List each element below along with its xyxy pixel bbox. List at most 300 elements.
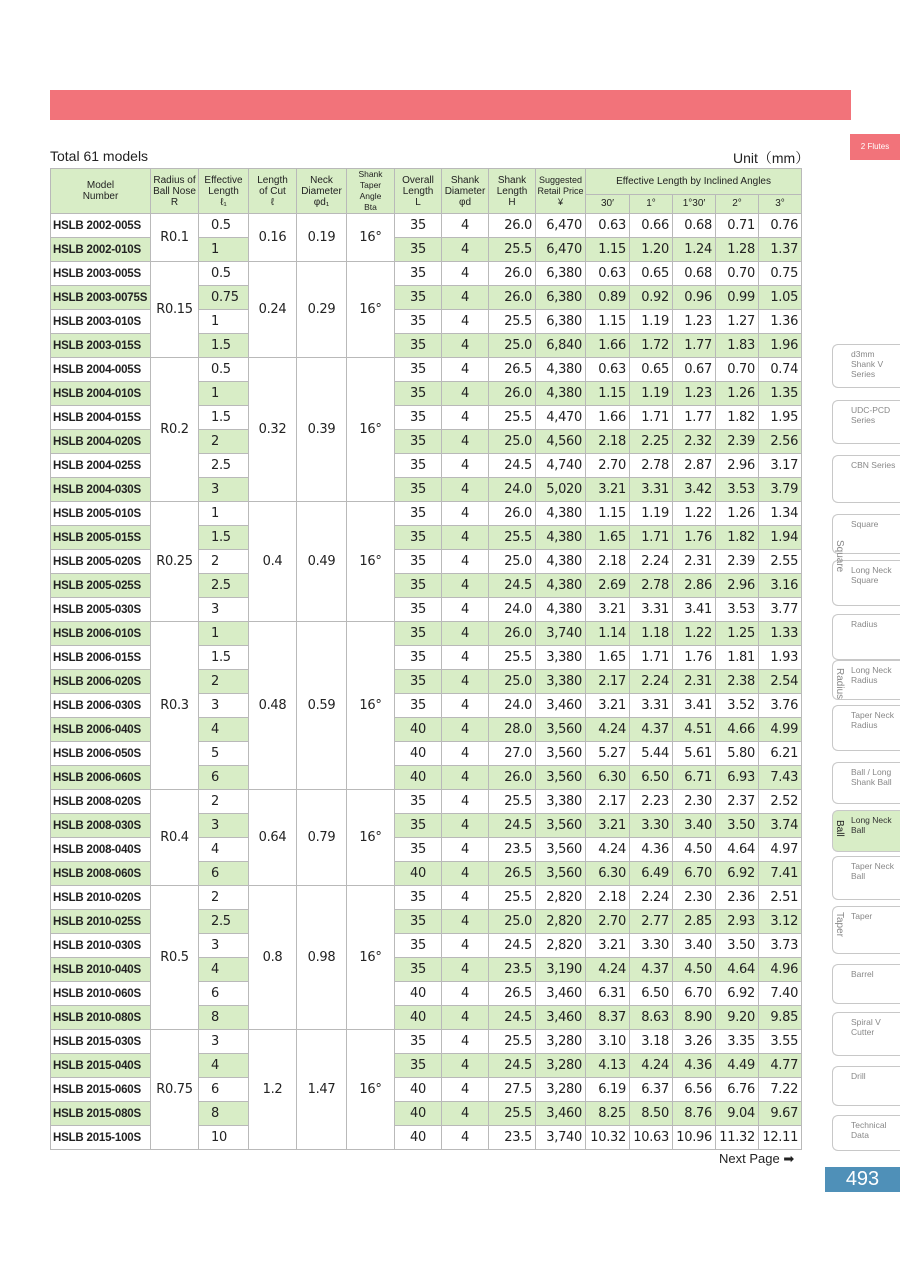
effective-length: 10 (199, 1126, 249, 1150)
sidebar-item[interactable]: Long Neck Radius (832, 660, 900, 700)
effective-length: 6 (199, 766, 249, 790)
sidebar-item[interactable]: Square (832, 514, 900, 554)
sidebar-item[interactable]: Spiral V Cutter (832, 1012, 900, 1056)
inclined-length: 3.76 (759, 694, 802, 718)
effective-length: 4 (199, 958, 249, 982)
inclined-length: 5.27 (586, 742, 630, 766)
shank-diameter: 4 (442, 670, 489, 694)
inclined-length: 1.27 (716, 310, 759, 334)
inclined-length: 8.37 (586, 1006, 630, 1030)
overall-length: 35 (395, 694, 442, 718)
inclined-length: 1.77 (673, 406, 716, 430)
overall-length: 35 (395, 430, 442, 454)
sidebar-item[interactable]: CBN Series (832, 455, 900, 503)
shank-diameter: 4 (442, 934, 489, 958)
inclined-length: 0.96 (673, 286, 716, 310)
inclined-length: 0.74 (759, 358, 802, 382)
inclined-length: 0.75 (759, 262, 802, 286)
inclined-length: 0.70 (716, 262, 759, 286)
table-row (51, 214, 802, 238)
inclined-length: 1.33 (759, 622, 802, 646)
inclined-length: 1.66 (586, 334, 630, 358)
inclined-length: 3.21 (586, 694, 630, 718)
shank-length: 26.0 (489, 382, 536, 406)
overall-length: 35 (395, 598, 442, 622)
neck-diameter-cell: 0.49 (297, 502, 347, 622)
inclined-length: 1.19 (630, 310, 673, 334)
shank-length: 25.5 (489, 406, 536, 430)
inclined-length: 2.85 (673, 910, 716, 934)
model-number: HSLB 2004-015S (51, 406, 151, 430)
overall-length: 40 (395, 1078, 442, 1102)
shank-diameter: 4 (442, 382, 489, 406)
unit-label: Unit（mm） (733, 150, 810, 166)
inclined-length: 1.28 (716, 238, 759, 262)
next-page-link[interactable]: Next Page ➡ (719, 1151, 795, 1166)
price: 3,380 (536, 646, 586, 670)
inclined-length: 2.52 (759, 790, 802, 814)
inclined-length: 1.34 (759, 502, 802, 526)
overall-length: 35 (395, 1054, 442, 1078)
shank-length: 25.5 (489, 310, 536, 334)
inclined-length: 2.78 (630, 574, 673, 598)
flutes-tab[interactable]: 2 Flutes (850, 134, 900, 160)
inclined-length: 11.32 (716, 1126, 759, 1150)
model-number: HSLB 2006-015S (51, 646, 151, 670)
shank-diameter: 4 (442, 526, 489, 550)
overall-length: 40 (395, 1102, 442, 1126)
price: 3,460 (536, 1102, 586, 1126)
sidebar-item[interactable]: Technical Data (832, 1115, 900, 1151)
table-row (51, 358, 802, 382)
shank-diameter: 4 (442, 862, 489, 886)
inclined-length: 6.50 (630, 982, 673, 1006)
shank-length: 25.5 (489, 1102, 536, 1126)
shank-length: 25.5 (489, 886, 536, 910)
inclined-length: 2.18 (586, 430, 630, 454)
shank-diameter: 4 (442, 406, 489, 430)
inclined-length: 1.18 (630, 622, 673, 646)
inclined-length: 3.21 (586, 814, 630, 838)
inclined-length: 3.21 (586, 934, 630, 958)
table-row (51, 502, 802, 526)
shank-length: 25.0 (489, 550, 536, 574)
inclined-length: 1.23 (673, 382, 716, 406)
radius-cell: R0.25 (151, 502, 199, 622)
price: 3,740 (536, 622, 586, 646)
inclined-length: 2.18 (586, 550, 630, 574)
effective-length: 4 (199, 1054, 249, 1078)
overall-length: 35 (395, 814, 442, 838)
overall-length: 40 (395, 1126, 442, 1150)
inclined-length: 1.82 (716, 406, 759, 430)
effective-length: 5 (199, 742, 249, 766)
inclined-length: 1.95 (759, 406, 802, 430)
inclined-length: 2.24 (630, 550, 673, 574)
inclined-length: 1.71 (630, 646, 673, 670)
inclined-length: 2.38 (716, 670, 759, 694)
overall-length: 35 (395, 406, 442, 430)
inclined-length: 6.92 (716, 982, 759, 1006)
inclined-length: 0.68 (673, 262, 716, 286)
shank-length: 28.0 (489, 718, 536, 742)
sidebar-item[interactable]: Barrel (832, 964, 900, 1004)
inclined-length: 2.37 (716, 790, 759, 814)
effective-length: 1.5 (199, 646, 249, 670)
overall-length: 35 (395, 670, 442, 694)
inclined-length: 3.10 (586, 1030, 630, 1054)
shank-length: 25.0 (489, 430, 536, 454)
inclined-length: 4.64 (716, 958, 759, 982)
shank-diameter: 4 (442, 838, 489, 862)
model-number: HSLB 2002-005S (51, 214, 151, 238)
overall-length: 35 (395, 934, 442, 958)
overall-length: 35 (395, 310, 442, 334)
model-number: HSLB 2010-080S (51, 1006, 151, 1030)
effective-length: 3 (199, 1030, 249, 1054)
inclined-length: 1.76 (673, 526, 716, 550)
inclined-length: 8.50 (630, 1102, 673, 1126)
sidebar-item[interactable]: Taper (832, 906, 900, 954)
effective-length: 3 (199, 598, 249, 622)
shank-diameter: 4 (442, 958, 489, 982)
model-number: HSLB 2010-025S (51, 910, 151, 934)
col-angle: 3° (759, 194, 802, 213)
inclined-length: 0.89 (586, 286, 630, 310)
shank-length: 26.0 (489, 286, 536, 310)
inclined-length: 0.76 (759, 214, 802, 238)
inclined-length: 4.64 (716, 838, 759, 862)
sidebar-item[interactable]: d3mm Shank V Series (832, 344, 900, 388)
effective-length: 6 (199, 862, 249, 886)
shank-diameter: 4 (442, 1102, 489, 1126)
inclined-length: 4.24 (586, 958, 630, 982)
shank-length: 25.5 (489, 238, 536, 262)
shank-length: 24.5 (489, 814, 536, 838)
sidebar-item[interactable]: Long Neck Square (832, 560, 900, 606)
effective-length: 1.5 (199, 334, 249, 358)
length-of-cut-cell: 0.48 (249, 622, 297, 790)
col-overall-length: Overall Length L (395, 169, 442, 214)
effective-length: 3 (199, 478, 249, 502)
inclined-length: 5.61 (673, 742, 716, 766)
shank-diameter: 4 (442, 334, 489, 358)
inclined-length: 4.77 (759, 1054, 802, 1078)
inclined-length: 2.25 (630, 430, 673, 454)
inclined-length: 1.65 (586, 646, 630, 670)
price: 6,380 (536, 310, 586, 334)
effective-length: 3 (199, 814, 249, 838)
inclined-length: 2.96 (716, 574, 759, 598)
effective-length: 2 (199, 670, 249, 694)
effective-length: 2.5 (199, 454, 249, 478)
inclined-length: 4.51 (673, 718, 716, 742)
inclined-length: 3.21 (586, 478, 630, 502)
effective-length: 1.5 (199, 526, 249, 550)
inclined-length: 1.94 (759, 526, 802, 550)
effective-length: 8 (199, 1102, 249, 1126)
sidebar-item[interactable]: Taper Neck Radius (832, 705, 900, 751)
effective-length: 1 (199, 502, 249, 526)
inclined-length: 1.26 (716, 382, 759, 406)
price: 3,560 (536, 838, 586, 862)
model-number: HSLB 2006-010S (51, 622, 151, 646)
inclined-length: 1.71 (630, 526, 673, 550)
inclined-length: 3.79 (759, 478, 802, 502)
sidebar-group-label: Taper (834, 912, 845, 938)
inclined-length: 4.66 (716, 718, 759, 742)
inclined-length: 5.80 (716, 742, 759, 766)
radius-cell: R0.4 (151, 790, 199, 886)
inclined-length: 2.70 (586, 910, 630, 934)
model-number: HSLB 2010-030S (51, 934, 151, 958)
inclined-length: 1.15 (586, 382, 630, 406)
model-number: HSLB 2004-020S (51, 430, 151, 454)
inclined-length: 3.35 (716, 1030, 759, 1054)
inclined-length: 9.67 (759, 1102, 802, 1126)
price: 2,820 (536, 886, 586, 910)
inclined-length: 2.70 (586, 454, 630, 478)
inclined-length: 3.50 (716, 934, 759, 958)
shank-diameter: 4 (442, 790, 489, 814)
shank-diameter: 4 (442, 1030, 489, 1054)
overall-length: 35 (395, 790, 442, 814)
shank-diameter: 4 (442, 1126, 489, 1150)
inclined-length: 6.93 (716, 766, 759, 790)
table-row (51, 262, 802, 286)
taper-angle-cell: 16° (347, 622, 395, 790)
shank-length: 24.5 (489, 454, 536, 478)
sidebar-group-label: Radius (834, 668, 845, 700)
inclined-length: 2.51 (759, 886, 802, 910)
inclined-length: 6.19 (586, 1078, 630, 1102)
shank-diameter: 4 (442, 694, 489, 718)
shank-diameter: 4 (442, 598, 489, 622)
inclined-length: 2.78 (630, 454, 673, 478)
inclined-length: 0.70 (716, 358, 759, 382)
shank-diameter: 4 (442, 1078, 489, 1102)
shank-diameter: 4 (442, 742, 489, 766)
inclined-length: 2.30 (673, 886, 716, 910)
neck-diameter-cell: 1.47 (297, 1030, 347, 1150)
inclined-length: 4.36 (673, 1054, 716, 1078)
inclined-length: 2.56 (759, 430, 802, 454)
effective-length: 6 (199, 1078, 249, 1102)
inclined-length: 4.50 (673, 958, 716, 982)
effective-length: 3 (199, 934, 249, 958)
effective-length: 2 (199, 550, 249, 574)
sidebar-item[interactable]: Radius (832, 614, 900, 660)
col-price: Suggested Retail Price ¥ (536, 169, 586, 214)
radius-cell: R0.1 (151, 214, 199, 262)
inclined-length: 1.19 (630, 382, 673, 406)
inclined-length: 4.36 (630, 838, 673, 862)
inclined-length: 3.30 (630, 814, 673, 838)
length-of-cut-cell: 0.24 (249, 262, 297, 358)
table-row (51, 622, 802, 646)
overall-length: 35 (395, 646, 442, 670)
overall-length: 40 (395, 766, 442, 790)
inclined-length: 2.54 (759, 670, 802, 694)
neck-diameter-cell: 0.98 (297, 886, 347, 1030)
inclined-length: 2.39 (716, 550, 759, 574)
inclined-length: 7.22 (759, 1078, 802, 1102)
price: 3,190 (536, 958, 586, 982)
effective-length: 2.5 (199, 910, 249, 934)
table-row (51, 1030, 802, 1054)
inclined-length: 9.85 (759, 1006, 802, 1030)
price: 6,470 (536, 214, 586, 238)
inclined-length: 6.31 (586, 982, 630, 1006)
inclined-length: 3.30 (630, 934, 673, 958)
sidebar-group-label: Square (834, 540, 845, 573)
inclined-length: 4.37 (630, 718, 673, 742)
model-number: HSLB 2015-040S (51, 1054, 151, 1078)
neck-diameter-cell: 0.29 (297, 262, 347, 358)
overall-length: 35 (395, 478, 442, 502)
effective-length: 6 (199, 982, 249, 1006)
shank-diameter: 4 (442, 766, 489, 790)
inclined-length: 2.36 (716, 886, 759, 910)
effective-length: 2 (199, 790, 249, 814)
shank-length: 23.5 (489, 838, 536, 862)
price: 3,740 (536, 1126, 586, 1150)
inclined-length: 4.50 (673, 838, 716, 862)
inclined-length: 10.63 (630, 1126, 673, 1150)
inclined-length: 1.35 (759, 382, 802, 406)
price: 4,380 (536, 358, 586, 382)
inclined-length: 1.71 (630, 406, 673, 430)
overall-length: 40 (395, 718, 442, 742)
inclined-length: 2.87 (673, 454, 716, 478)
inclined-length: 3.41 (673, 598, 716, 622)
price: 3,280 (536, 1078, 586, 1102)
inclined-length: 0.67 (673, 358, 716, 382)
shank-length: 25.5 (489, 1030, 536, 1054)
price: 6,840 (536, 334, 586, 358)
shank-length: 26.0 (489, 214, 536, 238)
shank-length: 24.5 (489, 1054, 536, 1078)
shank-length: 26.0 (489, 766, 536, 790)
inclined-length: 4.13 (586, 1054, 630, 1078)
price: 3,380 (536, 670, 586, 694)
effective-length: 1 (199, 238, 249, 262)
inclined-length: 3.52 (716, 694, 759, 718)
sidebar-item[interactable]: Long Neck Ball (832, 810, 900, 852)
price: 3,280 (536, 1054, 586, 1078)
inclined-length: 0.65 (630, 262, 673, 286)
shank-length: 26.0 (489, 502, 536, 526)
length-of-cut-cell: 0.16 (249, 214, 297, 262)
inclined-length: 1.83 (716, 334, 759, 358)
inclined-length: 4.97 (759, 838, 802, 862)
shank-diameter: 4 (442, 214, 489, 238)
overall-length: 35 (395, 622, 442, 646)
price: 4,380 (536, 502, 586, 526)
overall-length: 35 (395, 958, 442, 982)
shank-length: 26.5 (489, 862, 536, 886)
sidebar-item[interactable]: Taper Neck Ball (832, 856, 900, 900)
inclined-length: 6.70 (673, 982, 716, 1006)
inclined-length: 10.32 (586, 1126, 630, 1150)
model-number: HSLB 2003-005S (51, 262, 151, 286)
inclined-length: 12.11 (759, 1126, 802, 1150)
inclined-length: 0.71 (716, 214, 759, 238)
inclined-length: 6.92 (716, 862, 759, 886)
inclined-length: 4.96 (759, 958, 802, 982)
price: 3,560 (536, 862, 586, 886)
model-number: HSLB 2003-0075S (51, 286, 151, 310)
taper-angle-cell: 16° (347, 502, 395, 622)
inclined-length: 1.93 (759, 646, 802, 670)
inclined-length: 2.31 (673, 550, 716, 574)
inclined-length: 2.30 (673, 790, 716, 814)
col-angle: 2° (716, 194, 759, 213)
spec-table (50, 168, 802, 1150)
overall-length: 35 (395, 262, 442, 286)
col-angle: 1°30′ (673, 194, 716, 213)
taper-angle-cell: 16° (347, 886, 395, 1030)
inclined-length: 3.40 (673, 934, 716, 958)
inclined-length: 0.68 (673, 214, 716, 238)
inclined-length: 6.70 (673, 862, 716, 886)
sidebar-item[interactable]: Ball / Long Shank Ball (832, 762, 900, 804)
price: 4,740 (536, 454, 586, 478)
inclined-length: 0.63 (586, 214, 630, 238)
inclined-length: 0.63 (586, 358, 630, 382)
col-effective-length: Effective Length ℓ₁ (199, 169, 249, 214)
shank-length: 24.5 (489, 1006, 536, 1030)
overall-length: 40 (395, 982, 442, 1006)
sidebar-item[interactable]: UDC-PCD Series (832, 400, 900, 444)
shank-length: 23.5 (489, 958, 536, 982)
inclined-length: 3.18 (630, 1030, 673, 1054)
price: 6,470 (536, 238, 586, 262)
table-row (51, 886, 802, 910)
col-radius: Radius of Ball Nose R (151, 169, 199, 214)
inclined-length: 1.82 (716, 526, 759, 550)
overall-length: 35 (395, 238, 442, 262)
price: 4,380 (536, 382, 586, 406)
col-shank-length: Shank Length H (489, 169, 536, 214)
length-of-cut-cell: 0.64 (249, 790, 297, 886)
model-number: HSLB 2004-005S (51, 358, 151, 382)
effective-length: 0.5 (199, 262, 249, 286)
sidebar-item[interactable]: Drill (832, 1066, 900, 1106)
sidebar-group-label: Ball (834, 820, 845, 837)
model-number: HSLB 2006-020S (51, 670, 151, 694)
inclined-length: 3.74 (759, 814, 802, 838)
inclined-length: 1.24 (673, 238, 716, 262)
price: 2,820 (536, 934, 586, 958)
inclined-length: 1.05 (759, 286, 802, 310)
radius-cell: R0.15 (151, 262, 199, 358)
col-length-of-cut: Length of Cut ℓ (249, 169, 297, 214)
inclined-length: 6.71 (673, 766, 716, 790)
col-angle: 1° (630, 194, 673, 213)
effective-length: 0.75 (199, 286, 249, 310)
shank-diameter: 4 (442, 454, 489, 478)
effective-length: 0.5 (199, 358, 249, 382)
inclined-length: 6.50 (630, 766, 673, 790)
shank-diameter: 4 (442, 982, 489, 1006)
shank-length: 25.0 (489, 910, 536, 934)
inclined-length: 4.24 (630, 1054, 673, 1078)
model-number: HSLB 2006-040S (51, 718, 151, 742)
inclined-length: 6.76 (716, 1078, 759, 1102)
inclined-length: 9.20 (716, 1006, 759, 1030)
neck-diameter-cell: 0.39 (297, 358, 347, 502)
